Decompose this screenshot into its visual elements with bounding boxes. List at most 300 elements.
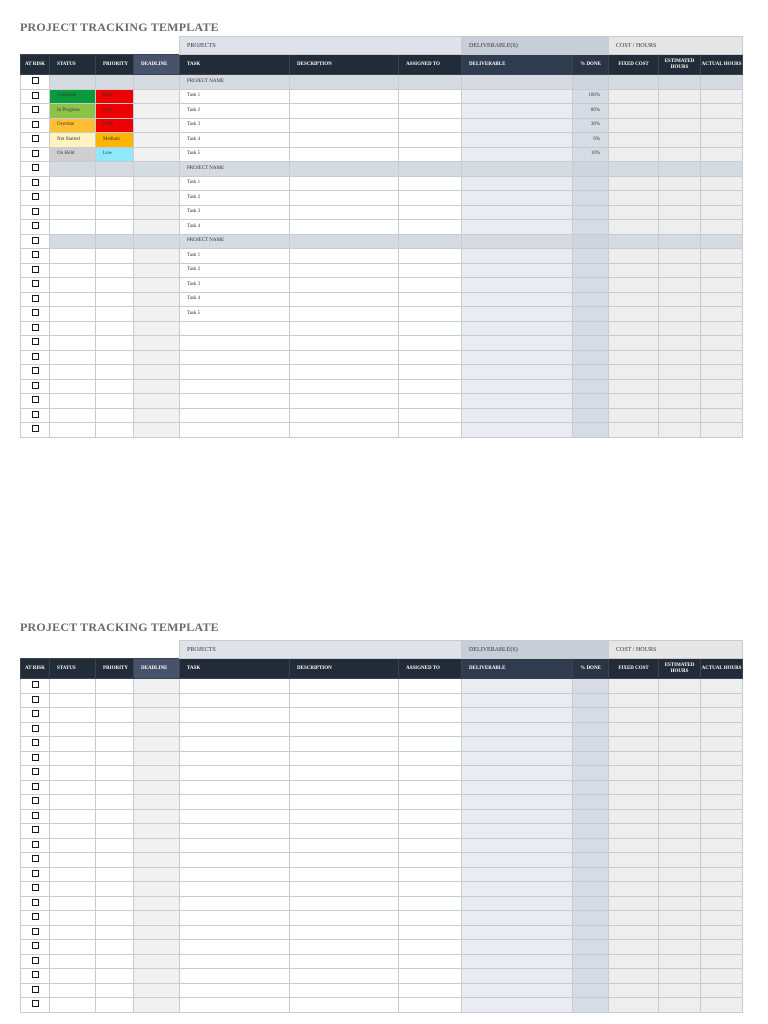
deliverable-cell[interactable] [462, 205, 573, 220]
checkbox-icon[interactable] [32, 783, 39, 790]
deliverable-cell[interactable] [462, 249, 573, 264]
deliverable-cell[interactable] [462, 766, 573, 781]
description-cell[interactable] [290, 220, 399, 235]
at-risk-checkbox[interactable] [21, 911, 50, 926]
priority-cell[interactable] [96, 954, 134, 969]
checkbox-icon[interactable] [32, 739, 39, 746]
description-cell[interactable] [290, 809, 399, 824]
estimated-hours-cell[interactable] [659, 708, 701, 723]
at-risk-checkbox[interactable] [21, 954, 50, 969]
fixed-cost-cell[interactable] [609, 882, 659, 897]
deadline-cell[interactable] [134, 379, 180, 394]
estimated-hours-cell[interactable] [659, 307, 701, 322]
checkbox-icon[interactable] [32, 382, 39, 389]
at-risk-checkbox[interactable] [21, 394, 50, 409]
task-cell[interactable]: Task 3 [180, 278, 290, 293]
at-risk-checkbox[interactable] [21, 162, 50, 177]
fixed-cost-cell[interactable] [609, 925, 659, 940]
fixed-cost-cell[interactable] [609, 954, 659, 969]
status-cell[interactable] [50, 983, 96, 998]
deadline-cell[interactable] [134, 853, 180, 868]
status-cell[interactable]: Complete [50, 89, 96, 104]
description-cell[interactable] [290, 321, 399, 336]
fixed-cost-cell[interactable] [609, 780, 659, 795]
deliverable-cell[interactable] [462, 133, 573, 148]
status-cell[interactable] [50, 708, 96, 723]
assigned-to-cell[interactable] [399, 722, 462, 737]
at-risk-checkbox[interactable] [21, 350, 50, 365]
priority-cell[interactable] [96, 321, 134, 336]
project-name-cell[interactable]: PROJECT NAME [180, 234, 290, 249]
estimated-hours-cell[interactable] [659, 954, 701, 969]
actual-hours-cell[interactable] [701, 292, 743, 307]
fixed-cost-cell[interactable] [609, 147, 659, 162]
deliverable-cell[interactable] [462, 838, 573, 853]
deliverable-cell[interactable] [462, 679, 573, 694]
actual-hours-cell[interactable] [701, 809, 743, 824]
assigned-to-cell[interactable] [399, 824, 462, 839]
description-cell[interactable] [290, 292, 399, 307]
fixed-cost-cell[interactable] [609, 278, 659, 293]
deadline-cell[interactable] [134, 336, 180, 351]
status-cell[interactable]: Not Started [50, 133, 96, 148]
description-cell[interactable] [290, 679, 399, 694]
status-cell[interactable] [50, 809, 96, 824]
deliverable-cell[interactable] [462, 394, 573, 409]
at-risk-checkbox[interactable] [21, 423, 50, 438]
deliverable-cell[interactable] [462, 350, 573, 365]
fixed-cost-cell[interactable] [609, 766, 659, 781]
checkbox-icon[interactable] [32, 251, 39, 258]
status-cell[interactable] [50, 954, 96, 969]
assigned-to-cell[interactable] [399, 234, 462, 249]
fixed-cost-cell[interactable] [609, 737, 659, 752]
deliverable-cell[interactable] [462, 263, 573, 278]
deadline-cell[interactable] [134, 365, 180, 380]
deliverable-cell[interactable] [462, 118, 573, 133]
priority-cell[interactable]: High [96, 104, 134, 119]
at-risk-checkbox[interactable] [21, 408, 50, 423]
deliverable-cell[interactable] [462, 104, 573, 119]
task-cell[interactable]: Task 2 [180, 263, 290, 278]
checkbox-icon[interactable] [32, 899, 39, 906]
deliverable-cell[interactable] [462, 220, 573, 235]
status-cell[interactable] [50, 278, 96, 293]
deliverable-cell[interactable] [462, 998, 573, 1013]
at-risk-checkbox[interactable] [21, 882, 50, 897]
estimated-hours-cell[interactable] [659, 191, 701, 206]
status-cell[interactable] [50, 394, 96, 409]
checkbox-icon[interactable] [32, 681, 39, 688]
description-cell[interactable] [290, 896, 399, 911]
at-risk-checkbox[interactable] [21, 321, 50, 336]
assigned-to-cell[interactable] [399, 133, 462, 148]
status-cell[interactable] [50, 853, 96, 868]
at-risk-checkbox[interactable] [21, 336, 50, 351]
pct-done-cell[interactable] [573, 824, 609, 839]
actual-hours-cell[interactable] [701, 780, 743, 795]
status-cell[interactable] [50, 176, 96, 191]
pct-done-cell[interactable] [573, 220, 609, 235]
priority-cell[interactable] [96, 911, 134, 926]
assigned-to-cell[interactable] [399, 998, 462, 1013]
priority-cell[interactable] [96, 350, 134, 365]
assigned-to-cell[interactable] [399, 983, 462, 998]
task-cell[interactable] [180, 737, 290, 752]
description-cell[interactable] [290, 708, 399, 723]
estimated-hours-cell[interactable] [659, 824, 701, 839]
task-cell[interactable] [180, 824, 290, 839]
pct-done-cell[interactable] [573, 162, 609, 177]
deliverable-cell[interactable] [462, 867, 573, 882]
actual-hours-cell[interactable] [701, 751, 743, 766]
checkbox-icon[interactable] [32, 812, 39, 819]
deadline-cell[interactable] [134, 321, 180, 336]
deliverable-cell[interactable] [462, 292, 573, 307]
pct-done-cell[interactable] [573, 751, 609, 766]
task-cell[interactable] [180, 708, 290, 723]
fixed-cost-cell[interactable] [609, 708, 659, 723]
fixed-cost-cell[interactable] [609, 307, 659, 322]
task-cell[interactable] [180, 795, 290, 810]
estimated-hours-cell[interactable] [659, 693, 701, 708]
checkbox-icon[interactable] [32, 754, 39, 761]
at-risk-checkbox[interactable] [21, 118, 50, 133]
deadline-cell[interactable] [134, 423, 180, 438]
deliverable-cell[interactable] [462, 969, 573, 984]
status-cell[interactable] [50, 751, 96, 766]
deadline-cell[interactable] [134, 408, 180, 423]
at-risk-checkbox[interactable] [21, 365, 50, 380]
estimated-hours-cell[interactable] [659, 321, 701, 336]
deliverable-cell[interactable] [462, 925, 573, 940]
description-cell[interactable] [290, 379, 399, 394]
estimated-hours-cell[interactable] [659, 350, 701, 365]
fixed-cost-cell[interactable] [609, 853, 659, 868]
fixed-cost-cell[interactable] [609, 162, 659, 177]
pct-done-cell[interactable] [573, 176, 609, 191]
pct-done-cell[interactable] [573, 795, 609, 810]
deadline-cell[interactable] [134, 278, 180, 293]
priority-cell[interactable] [96, 336, 134, 351]
status-cell[interactable] [50, 191, 96, 206]
deliverable-cell[interactable] [462, 176, 573, 191]
deliverable-cell[interactable] [462, 795, 573, 810]
deliverable-cell[interactable] [462, 234, 573, 249]
assigned-to-cell[interactable] [399, 176, 462, 191]
description-cell[interactable] [290, 104, 399, 119]
deadline-cell[interactable] [134, 307, 180, 322]
fixed-cost-cell[interactable] [609, 408, 659, 423]
actual-hours-cell[interactable] [701, 220, 743, 235]
at-risk-checkbox[interactable] [21, 780, 50, 795]
actual-hours-cell[interactable] [701, 896, 743, 911]
checkbox-icon[interactable] [32, 411, 39, 418]
assigned-to-cell[interactable] [399, 693, 462, 708]
checkbox-icon[interactable] [32, 222, 39, 229]
actual-hours-cell[interactable] [701, 249, 743, 264]
estimated-hours-cell[interactable] [659, 162, 701, 177]
assigned-to-cell[interactable] [399, 853, 462, 868]
deadline-cell[interactable] [134, 809, 180, 824]
deadline-cell[interactable] [134, 998, 180, 1013]
pct-done-cell[interactable] [573, 205, 609, 220]
project-name-cell[interactable]: PROJECT NAME [180, 75, 290, 90]
fixed-cost-cell[interactable] [609, 292, 659, 307]
description-cell[interactable] [290, 853, 399, 868]
estimated-hours-cell[interactable] [659, 205, 701, 220]
at-risk-checkbox[interactable] [21, 751, 50, 766]
status-cell[interactable] [50, 722, 96, 737]
assigned-to-cell[interactable] [399, 321, 462, 336]
at-risk-checkbox[interactable] [21, 809, 50, 824]
fixed-cost-cell[interactable] [609, 911, 659, 926]
task-cell[interactable] [180, 940, 290, 955]
assigned-to-cell[interactable] [399, 263, 462, 278]
checkbox-icon[interactable] [32, 324, 39, 331]
deadline-cell[interactable] [134, 350, 180, 365]
checkbox-icon[interactable] [32, 237, 39, 244]
checkbox-icon[interactable] [32, 92, 39, 99]
at-risk-checkbox[interactable] [21, 307, 50, 322]
deliverable-cell[interactable] [462, 379, 573, 394]
status-cell[interactable] [50, 838, 96, 853]
actual-hours-cell[interactable] [701, 336, 743, 351]
priority-cell[interactable] [96, 379, 134, 394]
pct-done-cell[interactable]: 0% [573, 133, 609, 148]
priority-cell[interactable] [96, 853, 134, 868]
at-risk-checkbox[interactable] [21, 89, 50, 104]
deliverable-cell[interactable] [462, 722, 573, 737]
fixed-cost-cell[interactable] [609, 249, 659, 264]
priority-cell[interactable] [96, 838, 134, 853]
description-cell[interactable] [290, 394, 399, 409]
deadline-cell[interactable] [134, 954, 180, 969]
pct-done-cell[interactable] [573, 708, 609, 723]
pct-done-cell[interactable] [573, 969, 609, 984]
checkbox-icon[interactable] [32, 696, 39, 703]
assigned-to-cell[interactable] [399, 867, 462, 882]
assigned-to-cell[interactable] [399, 780, 462, 795]
fixed-cost-cell[interactable] [609, 394, 659, 409]
priority-cell[interactable] [96, 162, 134, 177]
status-cell[interactable] [50, 969, 96, 984]
assigned-to-cell[interactable] [399, 925, 462, 940]
deadline-cell[interactable] [134, 896, 180, 911]
fixed-cost-cell[interactable] [609, 838, 659, 853]
checkbox-icon[interactable] [32, 710, 39, 717]
pct-done-cell[interactable] [573, 234, 609, 249]
checkbox-icon[interactable] [32, 135, 39, 142]
fixed-cost-cell[interactable] [609, 896, 659, 911]
fixed-cost-cell[interactable] [609, 118, 659, 133]
assigned-to-cell[interactable] [399, 191, 462, 206]
priority-cell[interactable] [96, 780, 134, 795]
assigned-to-cell[interactable] [399, 708, 462, 723]
status-cell[interactable] [50, 263, 96, 278]
deadline-cell[interactable] [134, 867, 180, 882]
actual-hours-cell[interactable] [701, 954, 743, 969]
deadline-cell[interactable] [134, 969, 180, 984]
estimated-hours-cell[interactable] [659, 780, 701, 795]
fixed-cost-cell[interactable] [609, 104, 659, 119]
description-cell[interactable] [290, 234, 399, 249]
deadline-cell[interactable] [134, 263, 180, 278]
description-cell[interactable] [290, 954, 399, 969]
pct-done-cell[interactable]: 10% [573, 147, 609, 162]
estimated-hours-cell[interactable] [659, 292, 701, 307]
deliverable-cell[interactable] [462, 954, 573, 969]
deliverable-cell[interactable] [462, 191, 573, 206]
pct-done-cell[interactable] [573, 394, 609, 409]
actual-hours-cell[interactable] [701, 766, 743, 781]
fixed-cost-cell[interactable] [609, 751, 659, 766]
priority-cell[interactable] [96, 882, 134, 897]
assigned-to-cell[interactable] [399, 379, 462, 394]
checkbox-icon[interactable] [32, 957, 39, 964]
status-cell[interactable] [50, 336, 96, 351]
at-risk-checkbox[interactable] [21, 292, 50, 307]
at-risk-checkbox[interactable] [21, 263, 50, 278]
description-cell[interactable] [290, 940, 399, 955]
estimated-hours-cell[interactable] [659, 795, 701, 810]
deadline-cell[interactable] [134, 780, 180, 795]
fixed-cost-cell[interactable] [609, 191, 659, 206]
estimated-hours-cell[interactable] [659, 89, 701, 104]
checkbox-icon[interactable] [32, 309, 39, 316]
fixed-cost-cell[interactable] [609, 234, 659, 249]
task-cell[interactable] [180, 838, 290, 853]
at-risk-checkbox[interactable] [21, 679, 50, 694]
deadline-cell[interactable] [134, 118, 180, 133]
description-cell[interactable] [290, 191, 399, 206]
at-risk-checkbox[interactable] [21, 998, 50, 1013]
estimated-hours-cell[interactable] [659, 940, 701, 955]
actual-hours-cell[interactable] [701, 176, 743, 191]
task-cell[interactable] [180, 766, 290, 781]
priority-cell[interactable] [96, 809, 134, 824]
assigned-to-cell[interactable] [399, 147, 462, 162]
deliverable-cell[interactable] [462, 853, 573, 868]
deadline-cell[interactable] [134, 147, 180, 162]
description-cell[interactable] [290, 408, 399, 423]
fixed-cost-cell[interactable] [609, 795, 659, 810]
actual-hours-cell[interactable] [701, 321, 743, 336]
pct-done-cell[interactable]: 100% [573, 89, 609, 104]
deliverable-cell[interactable] [462, 882, 573, 897]
status-cell[interactable] [50, 679, 96, 694]
deliverable-cell[interactable] [462, 751, 573, 766]
deadline-cell[interactable] [134, 751, 180, 766]
assigned-to-cell[interactable] [399, 408, 462, 423]
deadline-cell[interactable] [134, 693, 180, 708]
deadline-cell[interactable] [134, 394, 180, 409]
at-risk-checkbox[interactable] [21, 824, 50, 839]
deadline-cell[interactable] [134, 925, 180, 940]
at-risk-checkbox[interactable] [21, 191, 50, 206]
checkbox-icon[interactable] [32, 971, 39, 978]
pct-done-cell[interactable] [573, 408, 609, 423]
pct-done-cell[interactable] [573, 679, 609, 694]
deliverable-cell[interactable] [462, 737, 573, 752]
actual-hours-cell[interactable] [701, 795, 743, 810]
actual-hours-cell[interactable] [701, 867, 743, 882]
status-cell[interactable] [50, 896, 96, 911]
at-risk-checkbox[interactable] [21, 278, 50, 293]
assigned-to-cell[interactable] [399, 911, 462, 926]
actual-hours-cell[interactable] [701, 104, 743, 119]
fixed-cost-cell[interactable] [609, 969, 659, 984]
estimated-hours-cell[interactable] [659, 838, 701, 853]
assigned-to-cell[interactable] [399, 162, 462, 177]
task-cell[interactable]: Task 3 [180, 118, 290, 133]
project-name-cell[interactable]: PROJECT NAME [180, 162, 290, 177]
pct-done-cell[interactable] [573, 249, 609, 264]
assigned-to-cell[interactable] [399, 394, 462, 409]
deadline-cell[interactable] [134, 882, 180, 897]
assigned-to-cell[interactable] [399, 809, 462, 824]
pct-done-cell[interactable] [573, 809, 609, 824]
priority-cell[interactable] [96, 292, 134, 307]
priority-cell[interactable] [96, 722, 134, 737]
checkbox-icon[interactable] [32, 150, 39, 157]
priority-cell[interactable] [96, 249, 134, 264]
priority-cell[interactable] [96, 679, 134, 694]
at-risk-checkbox[interactable] [21, 925, 50, 940]
estimated-hours-cell[interactable] [659, 408, 701, 423]
task-cell[interactable] [180, 365, 290, 380]
actual-hours-cell[interactable] [701, 263, 743, 278]
at-risk-checkbox[interactable] [21, 249, 50, 264]
pct-done-cell[interactable] [573, 867, 609, 882]
priority-cell[interactable] [96, 983, 134, 998]
task-cell[interactable] [180, 336, 290, 351]
status-cell[interactable] [50, 321, 96, 336]
estimated-hours-cell[interactable] [659, 278, 701, 293]
pct-done-cell[interactable] [573, 379, 609, 394]
actual-hours-cell[interactable] [701, 191, 743, 206]
actual-hours-cell[interactable] [701, 824, 743, 839]
deliverable-cell[interactable] [462, 809, 573, 824]
pct-done-cell[interactable] [573, 307, 609, 322]
description-cell[interactable] [290, 882, 399, 897]
fixed-cost-cell[interactable] [609, 679, 659, 694]
pct-done-cell[interactable] [573, 350, 609, 365]
checkbox-icon[interactable] [32, 164, 39, 171]
status-cell[interactable]: On Hold [50, 147, 96, 162]
task-cell[interactable] [180, 321, 290, 336]
deliverable-cell[interactable] [462, 940, 573, 955]
pct-done-cell[interactable] [573, 911, 609, 926]
estimated-hours-cell[interactable] [659, 118, 701, 133]
assigned-to-cell[interactable] [399, 278, 462, 293]
assigned-to-cell[interactable] [399, 249, 462, 264]
deadline-cell[interactable] [134, 176, 180, 191]
actual-hours-cell[interactable] [701, 394, 743, 409]
fixed-cost-cell[interactable] [609, 350, 659, 365]
estimated-hours-cell[interactable] [659, 133, 701, 148]
checkbox-icon[interactable] [32, 367, 39, 374]
estimated-hours-cell[interactable] [659, 882, 701, 897]
description-cell[interactable] [290, 998, 399, 1013]
status-cell[interactable] [50, 693, 96, 708]
task-cell[interactable] [180, 969, 290, 984]
at-risk-checkbox[interactable] [21, 147, 50, 162]
deliverable-cell[interactable] [462, 162, 573, 177]
status-cell[interactable] [50, 205, 96, 220]
at-risk-checkbox[interactable] [21, 969, 50, 984]
checkbox-icon[interactable] [32, 266, 39, 273]
